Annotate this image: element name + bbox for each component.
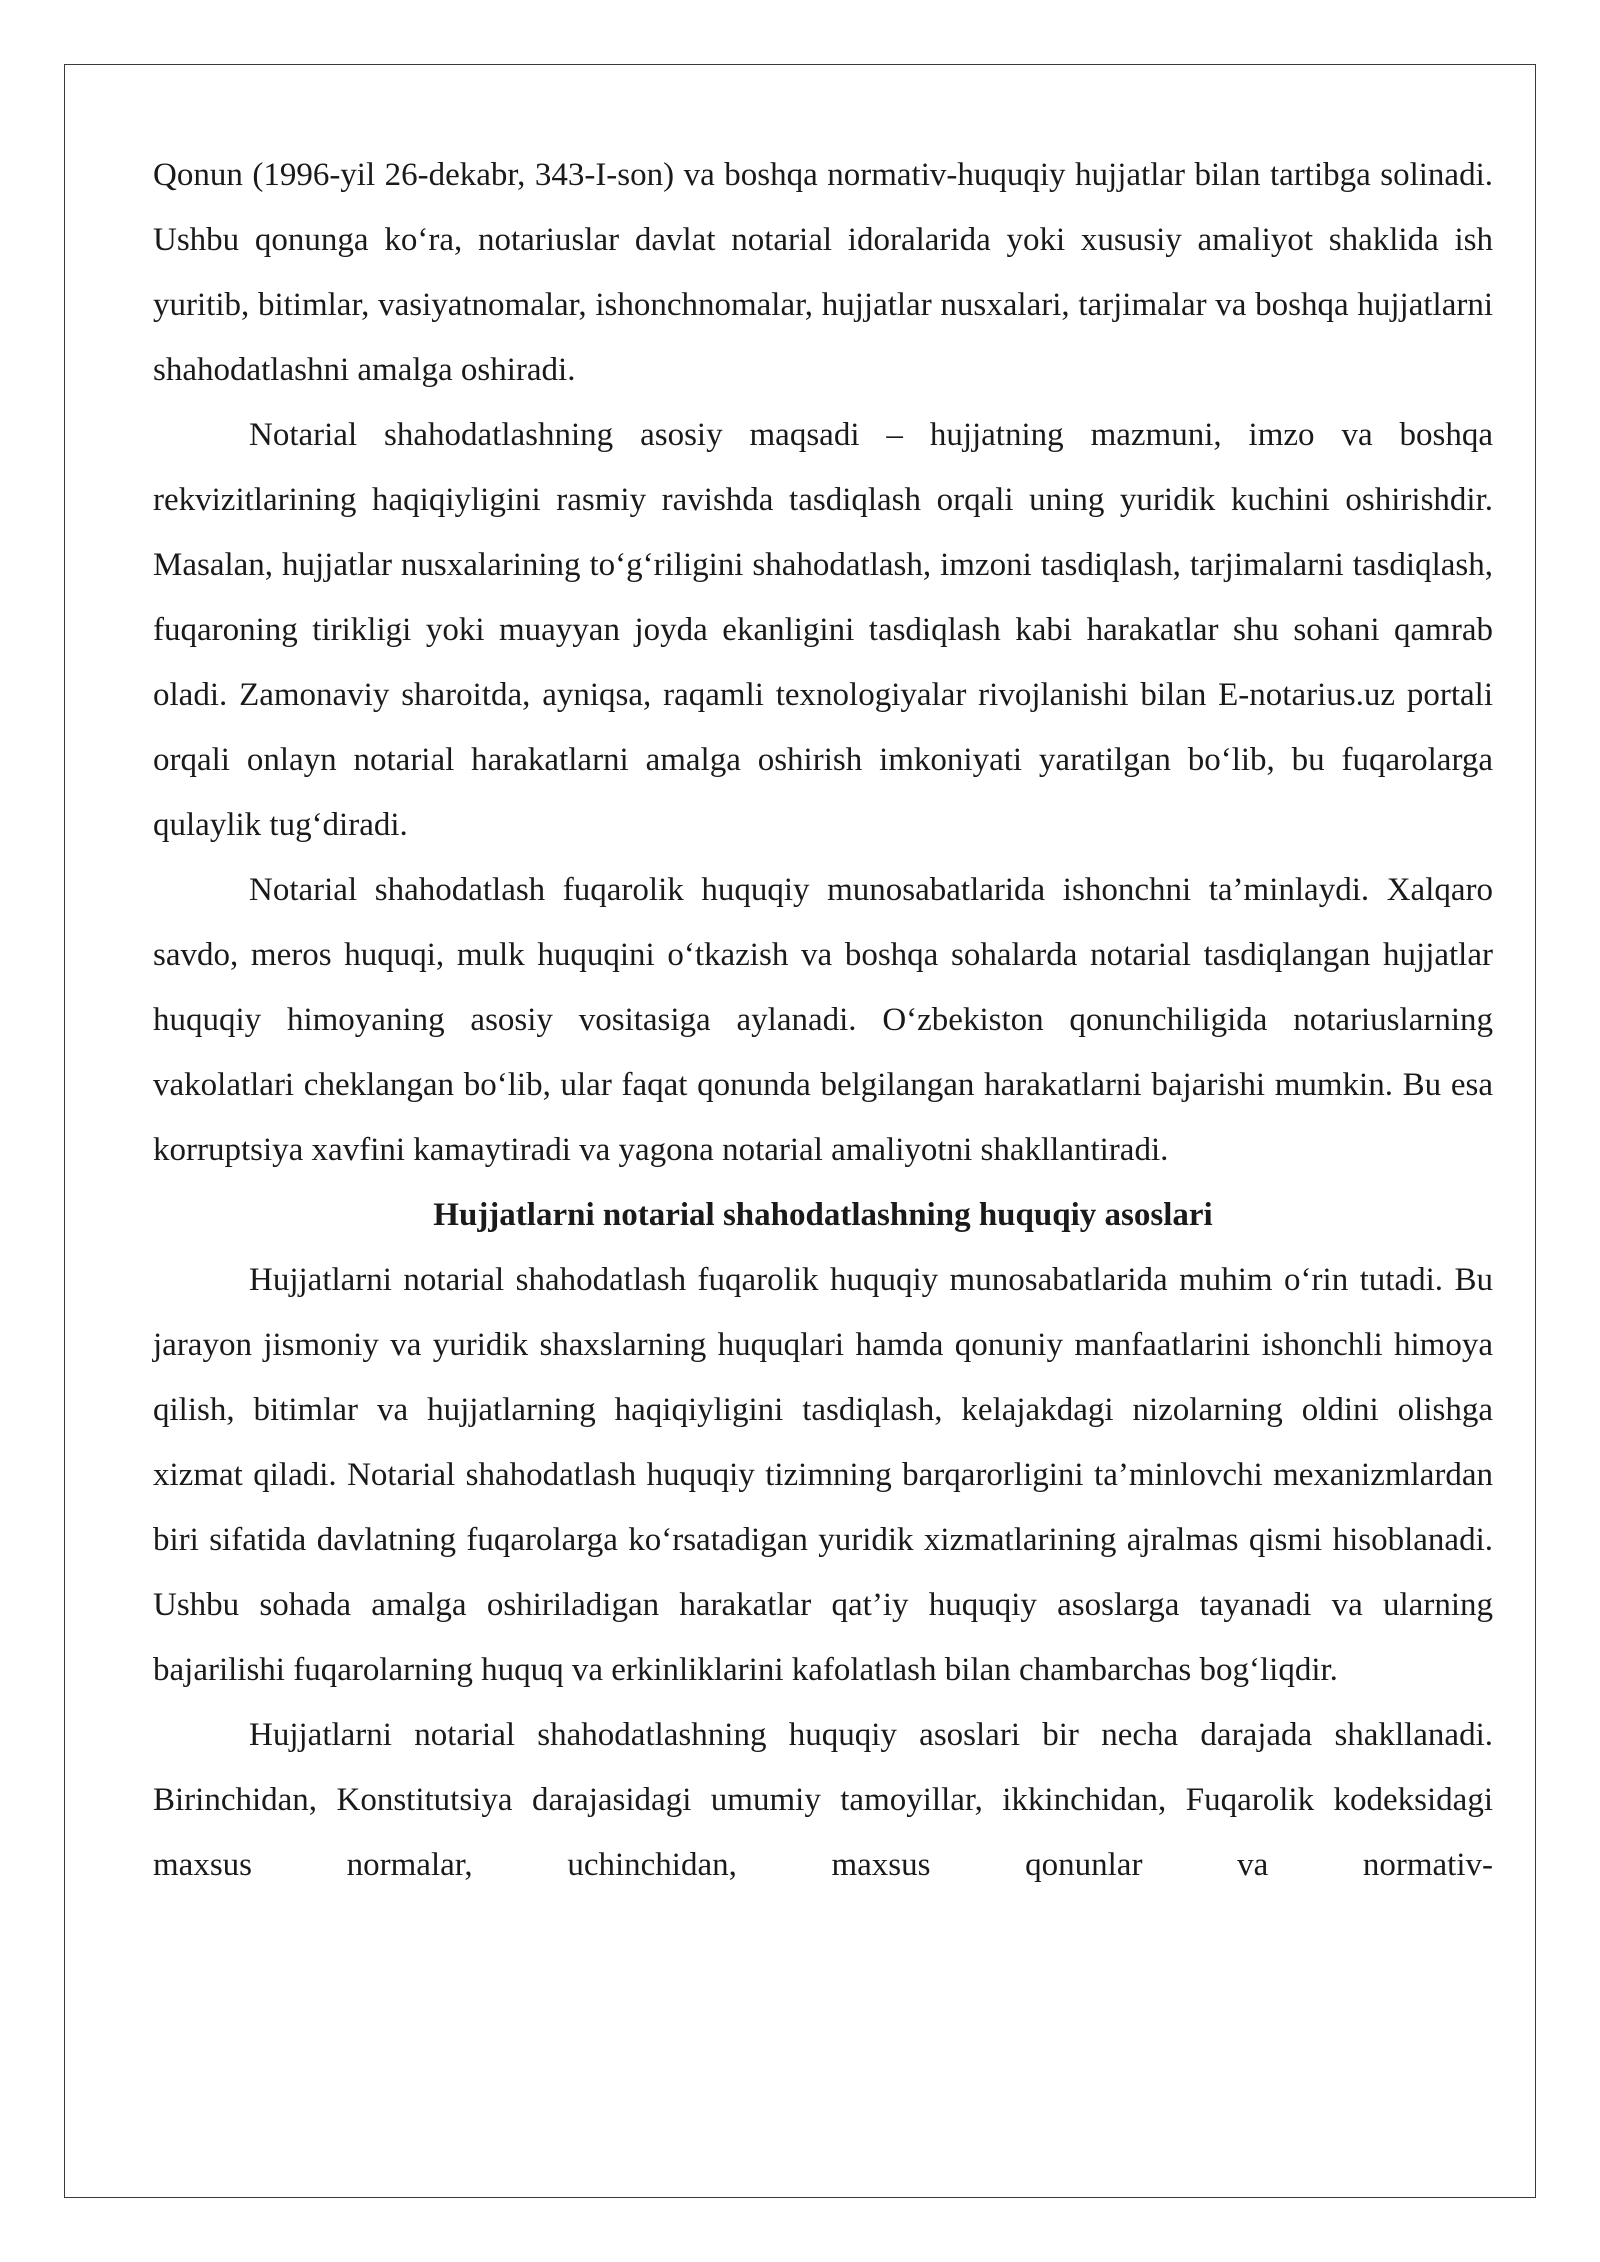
paragraph-legal-foundations: Hujjatlarni notarial shahodatlashning huquqiy asoslari bir necha darajada shakllanadi. Birinchidan, Konstitutsiya darajasidagi umumiy tamoyillar, ikkinchidan, Fuqarolik kodeksidagi maxsus normalar, uchinchidan, maxsus qonunlar va normativ- (153, 1717, 1493, 1883)
paragraph-notarial-trust: Notarial shahodatlash fuqarolik huquqiy munosabatlarida ishonchni ta’minlaydi. Xalqaro savdo, meros huquqi, mulk huquqini o‘tkazish va boshqa sohalarda notarial tasdiqlangan hujjatlar huquqiy himoyaning asosiy vositasiga aylanadi. O‘zbekiston qonunchiligida notariuslarning vakolatlari cheklangan bo‘lib, ular faqat qonunda belgilangan harakatlarni bajarishi mumkin. Bu esa korruptsiya xavfini kamaytiradi va yagona notarial amaliyotni shakllantiradi. (153, 872, 1493, 1168)
document-body (153, 143, 1493, 1898)
section-heading: Hujjatlarni notarial shahodatlashning huquqiy asoslari (433, 1197, 1213, 1233)
paragraph-legal-role: Hujjatlarni notarial shahodatlash fuqarolik huquqiy munosabatlarida muhim o‘rin tutadi. Bu jarayon jismoniy va yuridik shaxslarning huquqlari hamda qonuniy manfaatlarini ishonchli himoya qilish, bitimlar va hujjatlarning haqiqiyligini tasdiqlash, kelajakdagi nizolarning oldini olishga xizmat qiladi. Notarial shahodatlash huquqiy tizimning barqarorligini ta’minlovchi mexanizmlardan biri sifatida davlatning fuqarolarga ko‘rsatadigan yuridik xizmatlarining ajralmas qismi hisoblanadi. Ushbu sohada amalga oshiriladigan harakatlar qat’iy huquqiy asoslarga tayanadi va ularning bajarilishi fuqarolarning huquq va erkinliklarini kafolatlash bilan chambarchas bog‘liqdir. (153, 1262, 1493, 1688)
paragraph-notarial-purpose: Notarial shahodatlashning asosiy maqsadi – hujjatning mazmuni, imzo va boshqa rekvizitlarining haqiqiyligini rasmiy ravishda tasdiqlash orqali uning yuridik kuchini oshirishdir. Masalan, hujjatlar nusxalarining to‘g‘riligini shahodatlash, imzoni tasdiqlash, tarjimalarni tasdiqlash, fuqaroning tirikligi yoki muayyan joyda ekanligini tasdiqlash kabi harakatlar shu sohani qamrab oladi. Zamonaviy sharoitda, ayniqsa, raqamli texnologiyalar rivojlanishi bilan E-notarius.uz portali orqali onlayn notarial harakatlarni amalga oshirish imkoniyati yaratilgan bo‘lib, bu fuqarolarga qulaylik tug‘diradi. (153, 417, 1493, 843)
paragraph-qonun-intro: Qonun (1996-yil 26-dekabr, 343-I-son) va boshqa normativ-huquqiy hujjatlar bilan tartibga solinadi. Ushbu qonunga ko‘ra, notariuslar davlat notarial idoralarida yoki xususiy amaliyot shaklida ish yuritib, bitimlar, vasiyatnomalar, ishonchnomalar, hujjatlar nusxalari, tarjimalar va boshqa hujjatlarni shahodatlashni amalga oshiradi. (153, 157, 1493, 388)
